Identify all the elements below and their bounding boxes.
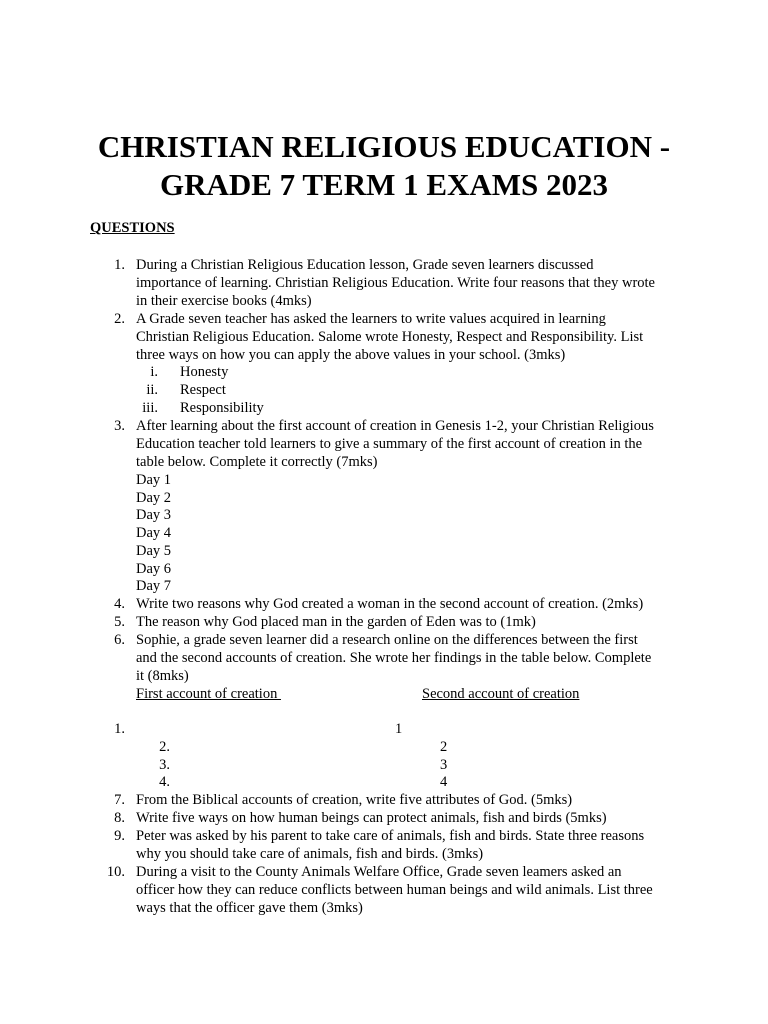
question-10-line: officer how they can reduce conflicts between human beings and wild animals. List three — [136, 882, 653, 898]
question-10-line: ways that the officer gave them (3mks) — [136, 900, 363, 916]
subitem-label: Responsibility — [180, 400, 264, 416]
day-label: Day 3 — [136, 507, 172, 523]
question-number: 4. — [114, 596, 125, 612]
title-line-1: CHRISTIAN RELIGIOUS EDUCATION - — [97, 129, 671, 164]
question-1-line: in their exercise books (4mks) — [136, 293, 312, 309]
subitem-label: Respect — [180, 382, 226, 398]
question-7-text: From the Biblical accounts of creation, write five attributes of God. (5mks) — [136, 792, 573, 808]
question-6-line: Sophie, a grade seven learner did a research online on the differences between the first — [136, 632, 638, 648]
table-column-header-first: First account of creation — [136, 686, 281, 702]
question-number: 8. — [114, 810, 125, 826]
question-4-text: Write two reasons why God created a woman in the second account of creation. (2mks) — [136, 596, 644, 612]
question-2-line: A Grade seven teacher has asked the learners to write values acquired in learning — [136, 311, 606, 327]
question-number: 3. — [114, 418, 125, 434]
table-right-number: 3 — [440, 757, 448, 773]
question-3-line: table below. Complete it correctly (7mks) — [136, 454, 378, 470]
question-number: 10. — [106, 864, 125, 880]
day-label: Day 6 — [136, 561, 172, 577]
table-right-number: 4 — [440, 774, 448, 790]
day-label: Day 5 — [136, 543, 172, 559]
question-1-line: importance of learning. Christian Religious Education. Write four reasons that they wrote — [136, 275, 655, 291]
question-number: 7. — [114, 792, 125, 808]
question-1-line: During a Christian Religious Education lesson, Grade seven learners discussed — [136, 257, 594, 273]
question-number: 5. — [114, 614, 125, 630]
question-2-line: three ways on how you can apply the above values in your school. (3mks) — [136, 347, 566, 363]
question-number: 9. — [114, 828, 125, 844]
table-left-number: 3. — [159, 757, 170, 773]
question-9-line: Peter was asked by his parent to take care of animals, fish and birds. State three reasons — [136, 828, 645, 844]
question-10-line: During a visit to the County Animals Welfare Office, Grade seven leamers asked an — [136, 864, 622, 880]
day-label: Day 1 — [136, 472, 172, 488]
question-3-line: Education teacher told learners to give a summary of the first account of creation in the — [136, 436, 643, 452]
question-9-line: why you should take care of animals, fish and birds. (3mks) — [136, 846, 484, 862]
day-label: Day 7 — [136, 578, 172, 594]
table-right-number: 2 — [440, 739, 448, 755]
subitem-number: iii. — [142, 400, 158, 416]
question-6-line: and the second accounts of creation. She wrote her findings in the table below. Complete — [136, 650, 652, 666]
table-right-number: 1 — [395, 721, 403, 737]
section-heading: QUESTIONS — [90, 220, 175, 236]
subitem-number: i. — [150, 364, 158, 380]
question-2-line: Christian Religious Education. Salome wrote Honesty, Respect and Responsibility. List — [136, 329, 644, 345]
table-left-number: 4. — [159, 774, 170, 790]
question-5-text: The reason why God placed man in the garden of Eden was to (1mk) — [136, 614, 536, 630]
table-left-number: 1. — [114, 721, 125, 737]
question-6-line: it (8mks) — [136, 668, 189, 684]
subitem-label: Honesty — [180, 364, 229, 380]
question-3-line: After learning about the first account of creation in Genesis 1-2, your Christian Religious — [136, 418, 654, 434]
day-label: Day 4 — [136, 525, 172, 541]
question-number: 1. — [114, 257, 125, 273]
question-number: 6. — [114, 632, 125, 648]
table-left-number: 2. — [159, 739, 170, 755]
title-line-2: GRADE 7 TERM 1 EXAMS 2023 — [159, 167, 609, 202]
subitem-number: ii. — [146, 382, 158, 398]
question-8-text: Write five ways on how human beings can protect animals, fish and birds (5mks) — [136, 810, 607, 826]
day-label: Day 2 — [136, 490, 172, 506]
question-number: 2. — [114, 311, 125, 327]
table-column-header-second: Second account of creation — [422, 686, 580, 702]
